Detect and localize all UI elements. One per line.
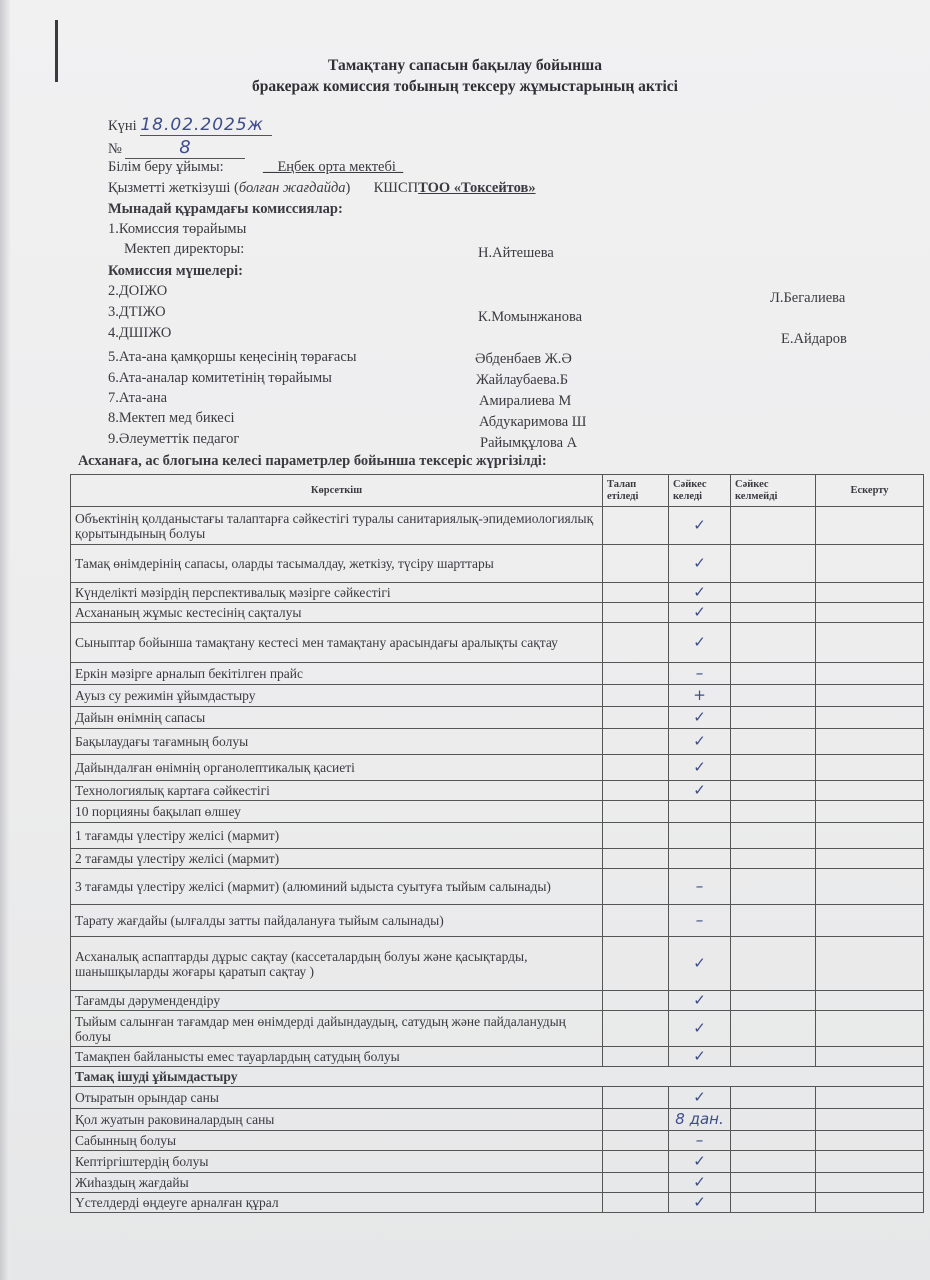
cell-required [603,583,669,603]
cell-noncompliant [731,781,816,801]
cell-required [603,507,669,545]
row-label: Кептіргіштердің болуы [71,1151,603,1173]
table-row [71,1047,924,1067]
cell-compliant-mark: ✓ [669,1151,731,1173]
cell-noncompliant [731,905,816,937]
cell-noncompliant [731,507,816,545]
cell-compliant-mark: ✓ [669,545,731,583]
member-role: 4.ДШІЖО [108,325,172,341]
cell-noncompliant [731,1109,816,1131]
member-name: Л.Бегалиева [770,290,846,306]
cell-required [603,729,669,755]
cell-compliant-mark: – [669,663,731,685]
member-name: Абдукаримова Ш [479,414,587,430]
cell-compliant-mark [669,823,731,849]
org-value: __Еңбек орта мектебі_ [262,159,404,175]
cell-compliant-mark: ✓ [669,707,731,729]
cell-note [816,663,924,685]
table-row [71,1109,924,1131]
cell-noncompliant [731,685,816,707]
cell-required [603,905,669,937]
row-label: Еркін мәзірге арналып бекітілген прайс [71,663,603,685]
table-row [71,1193,924,1213]
cell-note [816,1109,924,1131]
cell-noncompliant [731,1193,816,1213]
row-label: Отыратын орындар саны [71,1087,603,1109]
member-role: 9.Әлеуметтік педагог [108,431,240,447]
page-edge [0,0,10,1280]
cell-note [816,507,924,545]
cell-note [816,1193,924,1213]
member-name: Әбденбаев Ж.Ә [475,351,572,367]
cell-note [816,849,924,869]
provider-row [108,180,536,197]
cell-required [603,623,669,663]
cell-noncompliant [731,1047,816,1067]
cell-required [603,991,669,1011]
section-heading: Тамақ ішуді ұйымдастыру [71,1067,924,1087]
cell-compliant-mark: – [669,1131,731,1151]
table-row [71,781,924,801]
cell-compliant-mark [669,801,731,823]
section-row [71,1067,924,1087]
inspection-heading: Асханаға, ас блогына келесі параметрлер бойынша тексеріс жүргізілді: [78,453,547,469]
member-role: 6.Ата-аналар комитетінің төрайымы [108,370,332,386]
number-value: 8 [179,137,192,158]
cell-noncompliant [731,623,816,663]
row-label: Тағамды дәрумендендіру [71,991,603,1011]
title-line-2: бракераж комиссия тобының тексеру жұмыстарының актісі [252,78,678,95]
cell-compliant-mark: ✓ [669,991,731,1011]
provider-label: Қызметті жеткізуші ( [108,180,239,196]
row-label: 2 тағамды үлестіру желісі (мармит) [71,849,603,869]
row-label: Сабынның болуы [71,1131,603,1151]
cell-note [816,1011,924,1047]
cell-compliant-mark [669,849,731,869]
cell-compliant-mark: ✓ [669,729,731,755]
col-header-required: Талап етіледі [603,475,669,507]
cell-required [603,869,669,905]
director-name: Н.Айтешева [478,245,554,261]
cell-noncompliant [731,755,816,781]
cell-required [603,937,669,991]
cell-compliant-mark: + [669,685,731,707]
provider-value: ТОО «Токсейтов» [418,180,536,196]
chair-label: 1.Комиссия төрайымы [108,221,247,237]
col-header-indicator: Көрсеткіш [71,475,603,507]
member-name: Райымқұлова А [480,435,578,451]
cell-required [603,823,669,849]
director-label: Мектеп директоры: [124,241,245,257]
member-role: 5.Ата-ана қамқоршы кеңесінің төрағасы [108,349,357,365]
table-row [71,729,924,755]
member-name: Жайлаубаева.Б [476,372,569,388]
cell-required [603,1151,669,1173]
cell-note [816,1151,924,1173]
cell-required [603,545,669,583]
member-name: Амиралиева М [479,393,572,409]
table-row [71,507,924,545]
cell-noncompliant [731,1131,816,1151]
cell-compliant-mark: ✓ [669,781,731,801]
members-heading: Комиссия мүшелері: [108,263,243,279]
cell-compliant-mark: ✓ [669,603,731,623]
cell-noncompliant [731,849,816,869]
table-row [71,755,924,781]
date-value: 18.02.2025ж [140,115,264,135]
cell-required [603,755,669,781]
provider-prefix: КШСП [373,180,419,196]
cell-note [816,1047,924,1067]
member-role: 8.Мектеп мед бикесі [108,410,235,426]
cell-noncompliant [731,869,816,905]
table-row [71,905,924,937]
table-row [71,869,924,905]
date-row [108,115,272,136]
row-label: Тамақ өнімдерінің сапасы, оларды тасымалдау, жеткізу, түсіру шарттары [71,545,603,583]
cell-noncompliant [731,1011,816,1047]
cell-compliant-mark: ✓ [669,937,731,991]
cell-compliant-mark: ✓ [669,1173,731,1193]
number-row [108,137,245,159]
cell-noncompliant [731,937,816,991]
table-row [71,663,924,685]
cell-required [603,1011,669,1047]
cell-required [603,1109,669,1131]
table-row [71,801,924,823]
cell-required [603,1131,669,1151]
row-label: Дайындалған өнімнің органолептикалық қасиеті [71,755,603,781]
table-row [71,1131,924,1151]
cell-note [816,991,924,1011]
table-row [71,1173,924,1193]
cell-note [816,603,924,623]
table-row [71,603,924,623]
member-role: 7.Ата-ана [108,390,168,406]
date-field [140,115,272,136]
table-header-row [71,475,924,507]
table-row [71,583,924,603]
row-label: Тыйым салынған тағамдар мен өнімдерді дайындаудың, сатудың және пайдаланудың болуы [71,1011,603,1047]
col-header-compliant: Сәйкес келеді [669,475,731,507]
cell-compliant-mark: ✓ [669,1087,731,1109]
row-label: Технологиялық картаға сәйкестігі [71,781,603,801]
table-row [71,1151,924,1173]
cell-required [603,707,669,729]
table-row [71,823,924,849]
date-label: Күні [108,118,137,134]
cell-compliant-mark: – [669,905,731,937]
commission-heading: Мынадай құрамдағы комиссиялар: [108,201,343,217]
cell-note [816,623,924,663]
cell-note [816,685,924,707]
row-label: Тамақпен байланысты емес тауарлардың сатудың болуы [71,1047,603,1067]
cell-note [816,583,924,603]
cell-noncompliant [731,663,816,685]
provider-italic: болған жағдайда [238,180,346,196]
cell-required [603,1173,669,1193]
row-label: Үстелдерді өңдеуге арналған құрал [71,1193,603,1213]
col-header-note: Ескерту [816,475,924,507]
cell-noncompliant [731,707,816,729]
cell-required [603,1193,669,1213]
table-row [71,623,924,663]
row-label: Асханалық аспаптарды дұрыс сақтау (кассеталардың болуы және қасықтарды, шанышқыларды жоғары қаратып сақтау ) [71,937,603,991]
table-row [71,707,924,729]
member-name: К.Момынжанова [478,309,583,325]
cell-noncompliant [731,603,816,623]
row-label: Қол жуатын раковиналардың саны [71,1109,603,1131]
member-name: Е.Айдаров [781,331,847,347]
cell-compliant-mark: ✓ [669,583,731,603]
inspection-table [70,474,924,1213]
cell-noncompliant [731,1151,816,1173]
org-row [108,159,403,176]
cell-noncompliant [731,823,816,849]
cell-required [603,685,669,707]
cell-compliant-mark: 8 дан. [669,1109,731,1131]
table-row [71,685,924,707]
cell-required [603,603,669,623]
row-label: Күнделікті мәзірдің перспективалық мәзірге сәйкестігі [71,583,603,603]
cell-noncompliant [731,583,816,603]
number-label: № [108,141,122,157]
cell-noncompliant [731,1087,816,1109]
cell-note [816,545,924,583]
cell-compliant-mark: ✓ [669,1193,731,1213]
cell-required [603,1087,669,1109]
cell-note [816,823,924,849]
cell-required [603,781,669,801]
row-label: Асхананың жұмыс кестесінің сақталуы [71,603,603,623]
cell-note [816,1131,924,1151]
cell-noncompliant [731,1173,816,1193]
cell-note [816,801,924,823]
cell-required [603,1047,669,1067]
cell-compliant-mark: ✓ [669,1011,731,1047]
cell-note [816,729,924,755]
cell-note [816,781,924,801]
cell-noncompliant [731,729,816,755]
row-label: Объектінің қолданыстағы талаптарға сәйкестігі туралы санитариялық-эпидемиологиялық қорытындының болуы [71,507,603,545]
member-role: 3.ДТІЖО [108,304,166,320]
table-row [71,937,924,991]
row-label: Бақылаудағы тағамның болуы [71,729,603,755]
cell-required [603,849,669,869]
org-label: Білім беру ұйымы: [108,159,224,175]
col-header-noncompliant: Сәйкес келмейді [731,475,816,507]
cell-required [603,801,669,823]
cell-noncompliant [731,991,816,1011]
row-label: Жиһаздың жағдайы [71,1173,603,1193]
cell-note [816,1173,924,1193]
title-line-1: Тамақтану сапасын бақылау бойынша [328,57,602,74]
number-field [125,137,245,159]
row-label: 10 порцияны бақылап өлшеу [71,801,603,823]
member-role: 2.ДОІЖО [108,283,168,299]
row-label: Сыныптар бойынша тамақтану кестесі мен тамақтану арасындағы аралықты сақтау [71,623,603,663]
cell-note [816,1087,924,1109]
row-label: Дайын өнімнің сапасы [71,707,603,729]
cell-noncompliant [731,545,816,583]
row-label: Ауыз су режимін ұйымдастыру [71,685,603,707]
row-label: 1 тағамды үлестіру желісі (мармит) [71,823,603,849]
table-row [71,545,924,583]
provider-close: ) [345,180,351,196]
cell-noncompliant [731,801,816,823]
cell-compliant-mark: ✓ [669,755,731,781]
table-row [71,991,924,1011]
row-label: Тарату жағдайы (ылғалды затты пайдалануға тыйым салынады) [71,905,603,937]
cell-note [816,905,924,937]
cell-compliant-mark: ✓ [669,1047,731,1067]
table-row [71,849,924,869]
cell-note [816,937,924,991]
cell-compliant-mark: ✓ [669,507,731,545]
cell-note [816,755,924,781]
table-row [71,1087,924,1109]
cell-note [816,869,924,905]
row-label: 3 тағамды үлестіру желісі (мармит) (алюминий ыдыста суытуға тыйым салынады) [71,869,603,905]
cell-required [603,663,669,685]
table-row [71,1011,924,1047]
cell-compliant-mark: – [669,869,731,905]
cell-compliant-mark: ✓ [669,623,731,663]
cell-note [816,707,924,729]
